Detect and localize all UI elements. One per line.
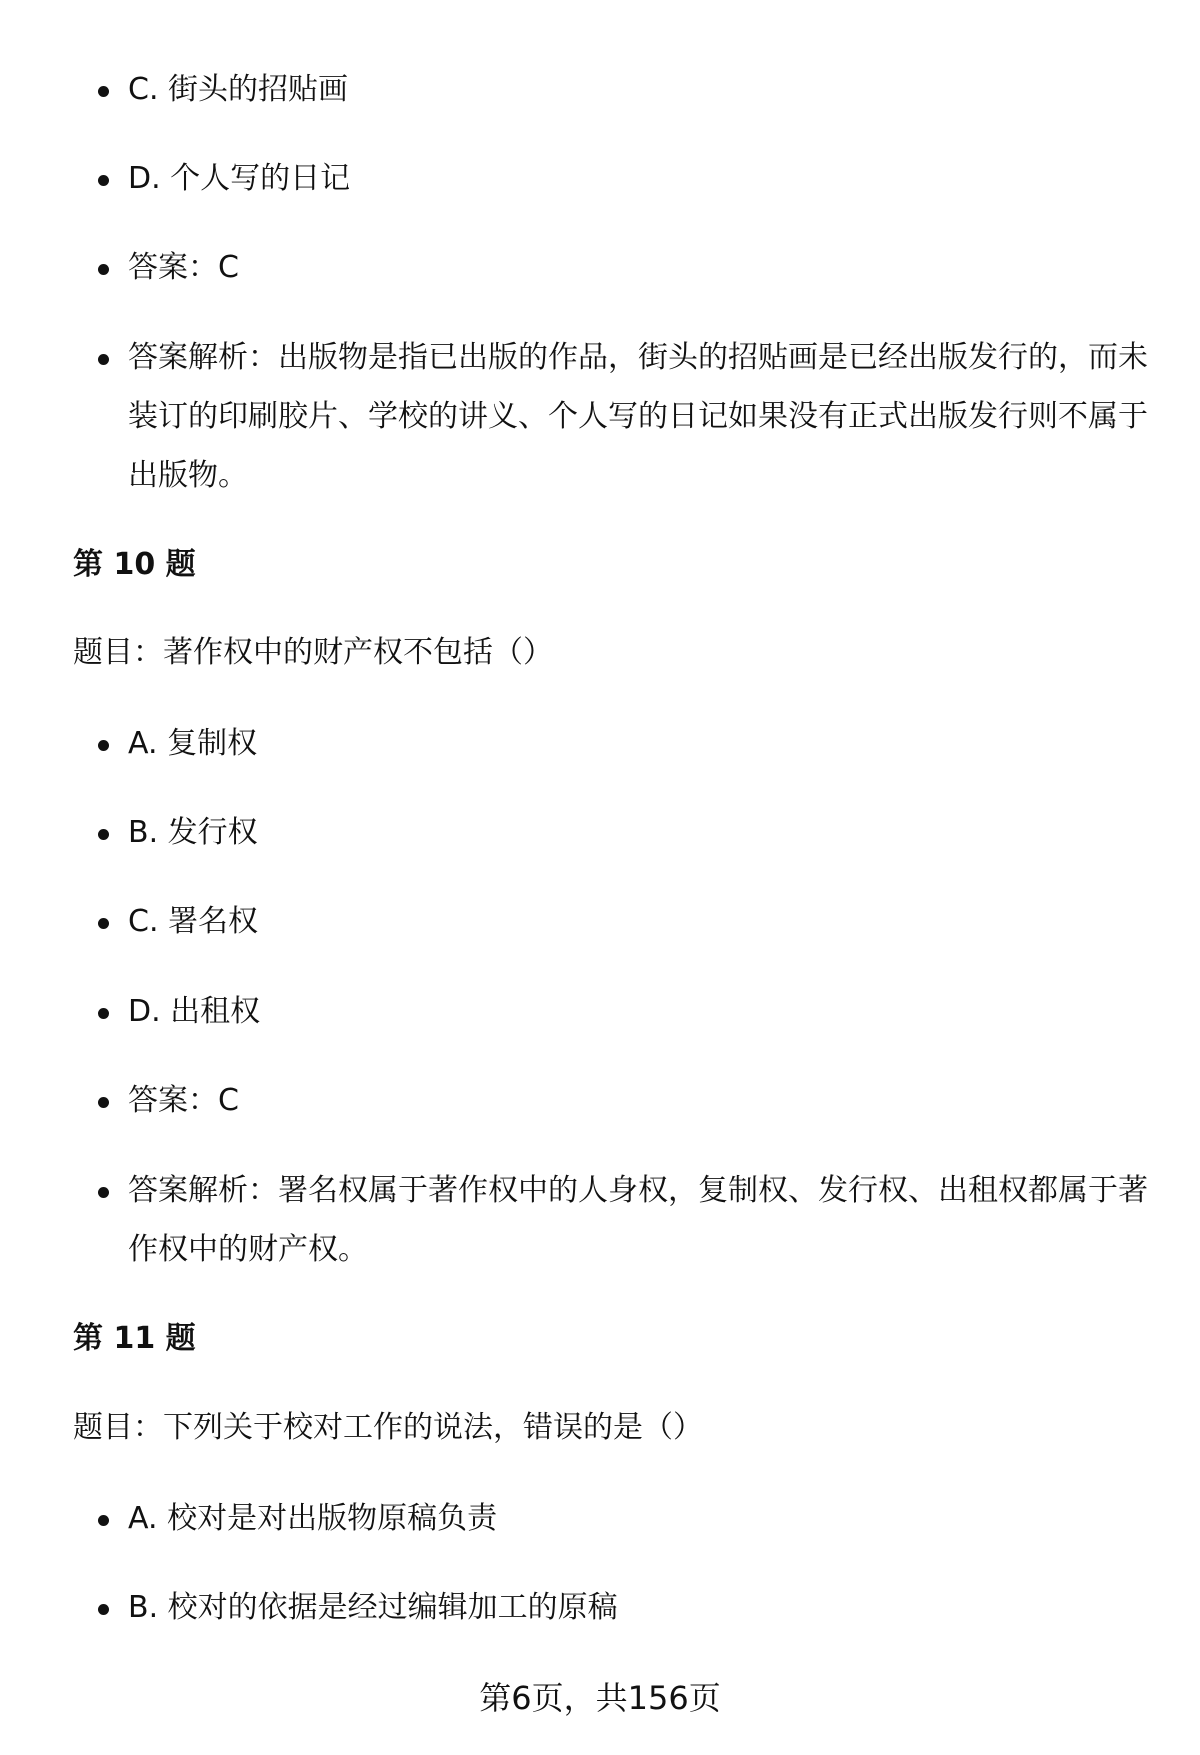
explanation-item: 答案解析：署名权属于著作权中的人身权，复制权、发行权、出租权都属于著作权中的财产权。 bbox=[128, 1161, 1148, 1279]
list-item: C. 署名权 bbox=[128, 892, 1148, 951]
explanation-item: 答案解析：出版物是指已出版的作品，街头的招贴画是已经出版发行的，而未装订的印刷胶片、学校的讲义、个人写的日记如果没有正式出版发行则不属于出版物。 bbox=[128, 328, 1148, 505]
question-stem: 题目：著作权中的财产权不包括（） bbox=[73, 635, 553, 670]
list-item: C. 街头的招贴画 bbox=[128, 60, 1148, 119]
answer-item: 答案：C bbox=[128, 238, 1148, 297]
list-item: A. 校对是对出版物原稿负责 bbox=[128, 1489, 1148, 1548]
list-item: B. 发行权 bbox=[128, 803, 1148, 862]
list-item: D. 出租权 bbox=[128, 982, 1148, 1041]
question-heading: 第 11 题 bbox=[73, 1321, 196, 1356]
answer-item: 答案：C bbox=[128, 1071, 1148, 1130]
question-heading: 第 10 题 bbox=[73, 547, 196, 582]
list-item: D. 个人写的日记 bbox=[128, 149, 1148, 208]
page-indicator: 第6页，共156页 bbox=[479, 1679, 721, 1717]
list-item: A. 复制权 bbox=[128, 714, 1148, 773]
list-item: B. 校对的依据是经过编辑加工的原稿 bbox=[128, 1578, 1148, 1637]
question-stem: 题目：下列关于校对工作的说法，错误的是（） bbox=[73, 1410, 703, 1445]
